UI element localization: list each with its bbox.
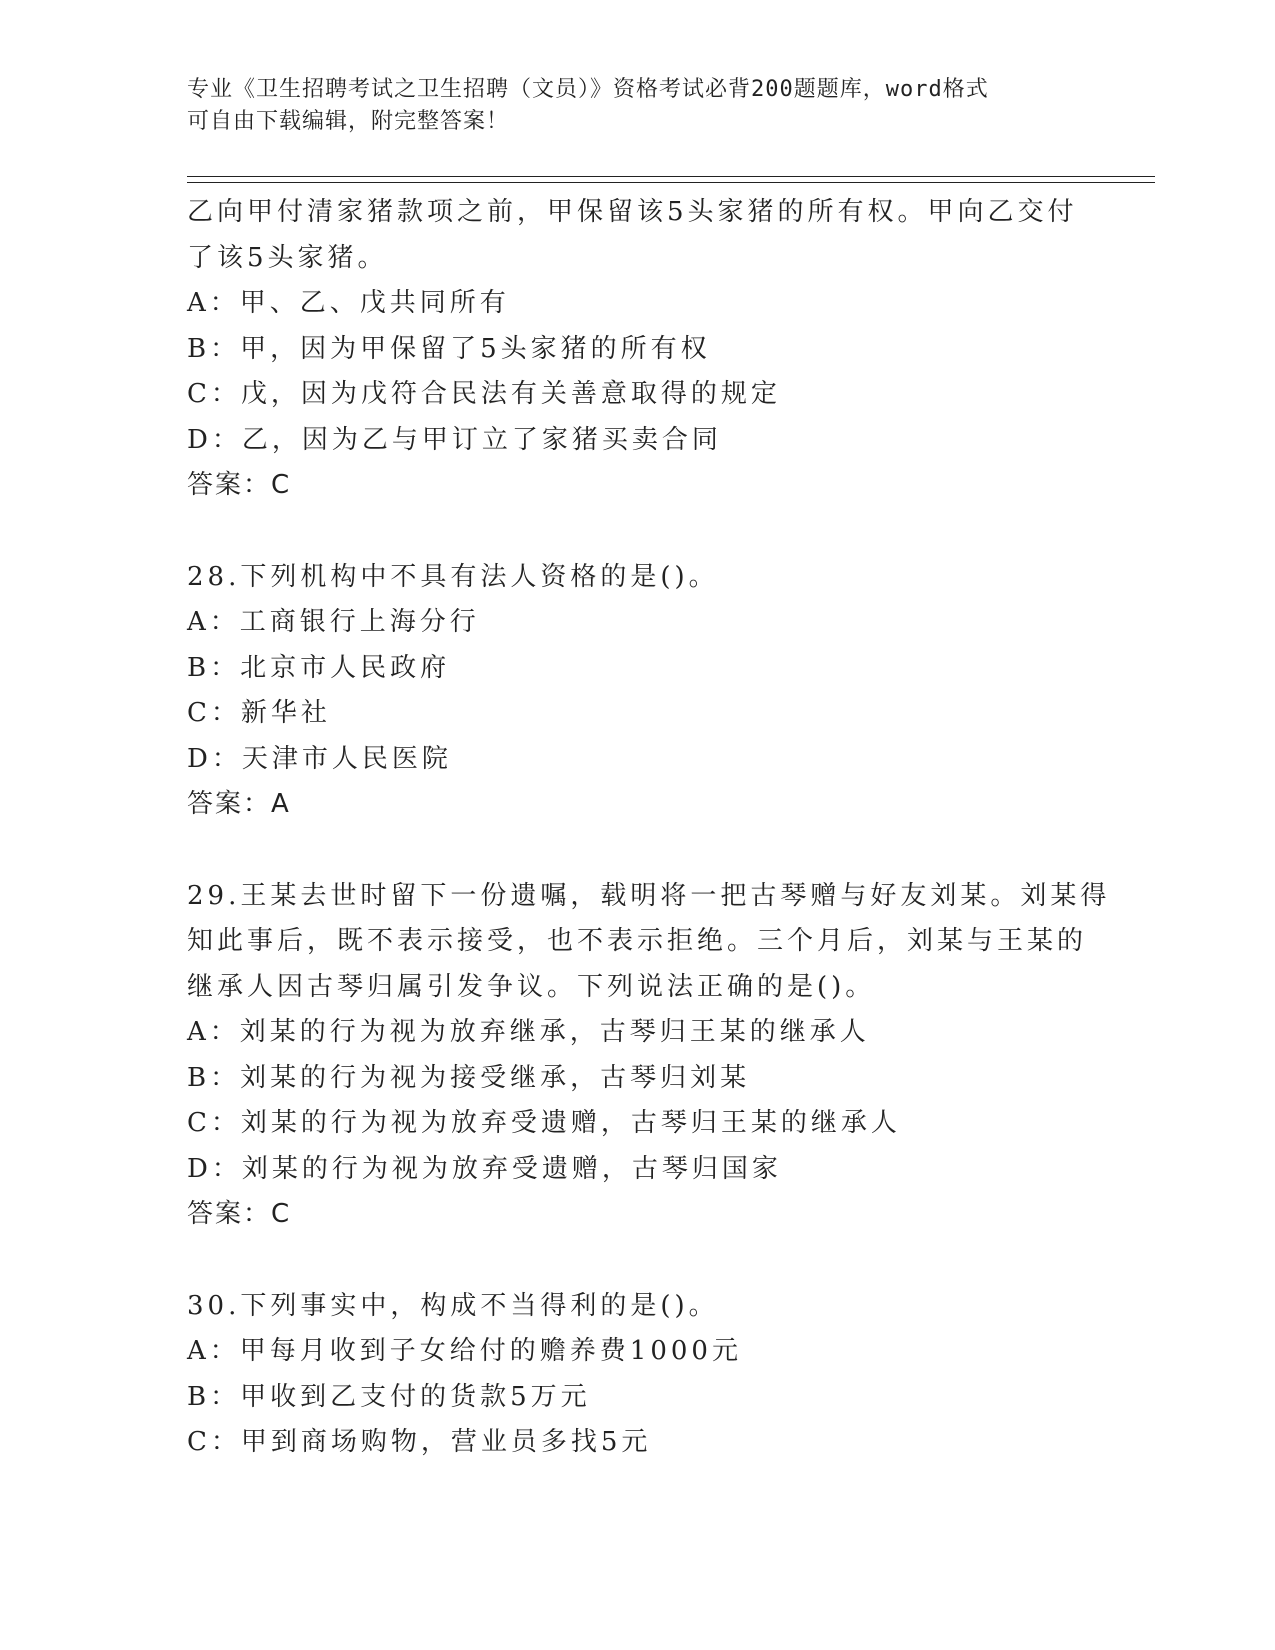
question-list	[187, 190, 1111, 1466]
question-27-option-a: A：甲、乙、戊共同所有	[187, 288, 510, 318]
header-line-2: 可自由下载编辑，附完整答案！	[187, 109, 510, 134]
question-29-answer: 答案：C	[187, 1199, 292, 1229]
question-27	[187, 190, 1087, 509]
question-29-stem-3: 继承人因古琴归属引发争议。下列说法正确的是()。	[187, 971, 876, 1002]
question-28-option-c: C：新华社	[187, 698, 331, 728]
document-header	[187, 74, 1087, 138]
question-30-stem: 30.下列事实中，构成不当得利的是()。	[187, 1290, 719, 1321]
spacer	[187, 509, 1087, 555]
question-28-option-d: D：天津市人民医院	[187, 743, 452, 774]
question-29-stem-1: 29.王某去世时留下一份遗嘱，载明将一把古琴赠与好友刘某。刘某得	[187, 880, 1111, 911]
question-27-answer: 答案：C	[187, 470, 292, 500]
question-27-option-d: D：乙，因为乙与甲订立了家猪买卖合同	[187, 424, 722, 455]
header-line-1: 专业《卫生招聘考试之卫生招聘（文员）》资格考试必背200题题库，word格式	[187, 77, 989, 102]
question-27-option-c: C：戊，因为戊符合民法有关善意取得的规定	[187, 379, 781, 409]
question-27-option-b: B：甲，因为甲保留了5头家猪的所有权	[187, 333, 711, 364]
spacer	[187, 828, 1087, 874]
question-30	[187, 1284, 1087, 1466]
question-27-continuation-1: 乙向甲付清家猪款项之前，甲保留该5头家猪的所有权。甲向乙交付	[187, 197, 1078, 227]
question-29-option-d: D：刘某的行为视为放弃受遗赠，古琴归国家	[187, 1153, 782, 1184]
question-29-option-b: B：刘某的行为视为接受继承，古琴归刘某	[187, 1062, 751, 1093]
question-27-continuation-2: 了该5头家猪。	[187, 242, 388, 273]
question-30-option-c: C：甲到商场购物，营业员多找5元	[187, 1427, 652, 1457]
header-rule-bottom	[187, 182, 1155, 183]
question-30-option-a: A：甲每月收到子女给付的赡养费1000元	[187, 1336, 742, 1366]
question-28-stem: 28.下列机构中不具有法人资格的是()。	[187, 561, 719, 592]
question-28-option-b: B：北京市人民政府	[187, 652, 451, 683]
header-rule-top	[187, 176, 1155, 177]
question-28	[187, 555, 1087, 828]
question-29-option-c: C：刘某的行为视为放弃受遗赠，古琴归王某的继承人	[187, 1108, 901, 1138]
question-30-option-b: B：甲收到乙支付的货款5万元	[187, 1381, 591, 1412]
question-29	[187, 874, 1111, 1238]
question-29-option-a: A：刘某的行为视为放弃继承，古琴归王某的继承人	[187, 1017, 870, 1047]
spacer	[187, 1238, 1087, 1284]
question-28-answer: 答案：A	[187, 789, 291, 819]
question-29-stem-2: 知此事后，既不表示接受，也不表示拒绝。三个月后，刘某与王某的	[187, 926, 1088, 956]
question-28-option-a: A：工商银行上海分行	[187, 607, 480, 637]
